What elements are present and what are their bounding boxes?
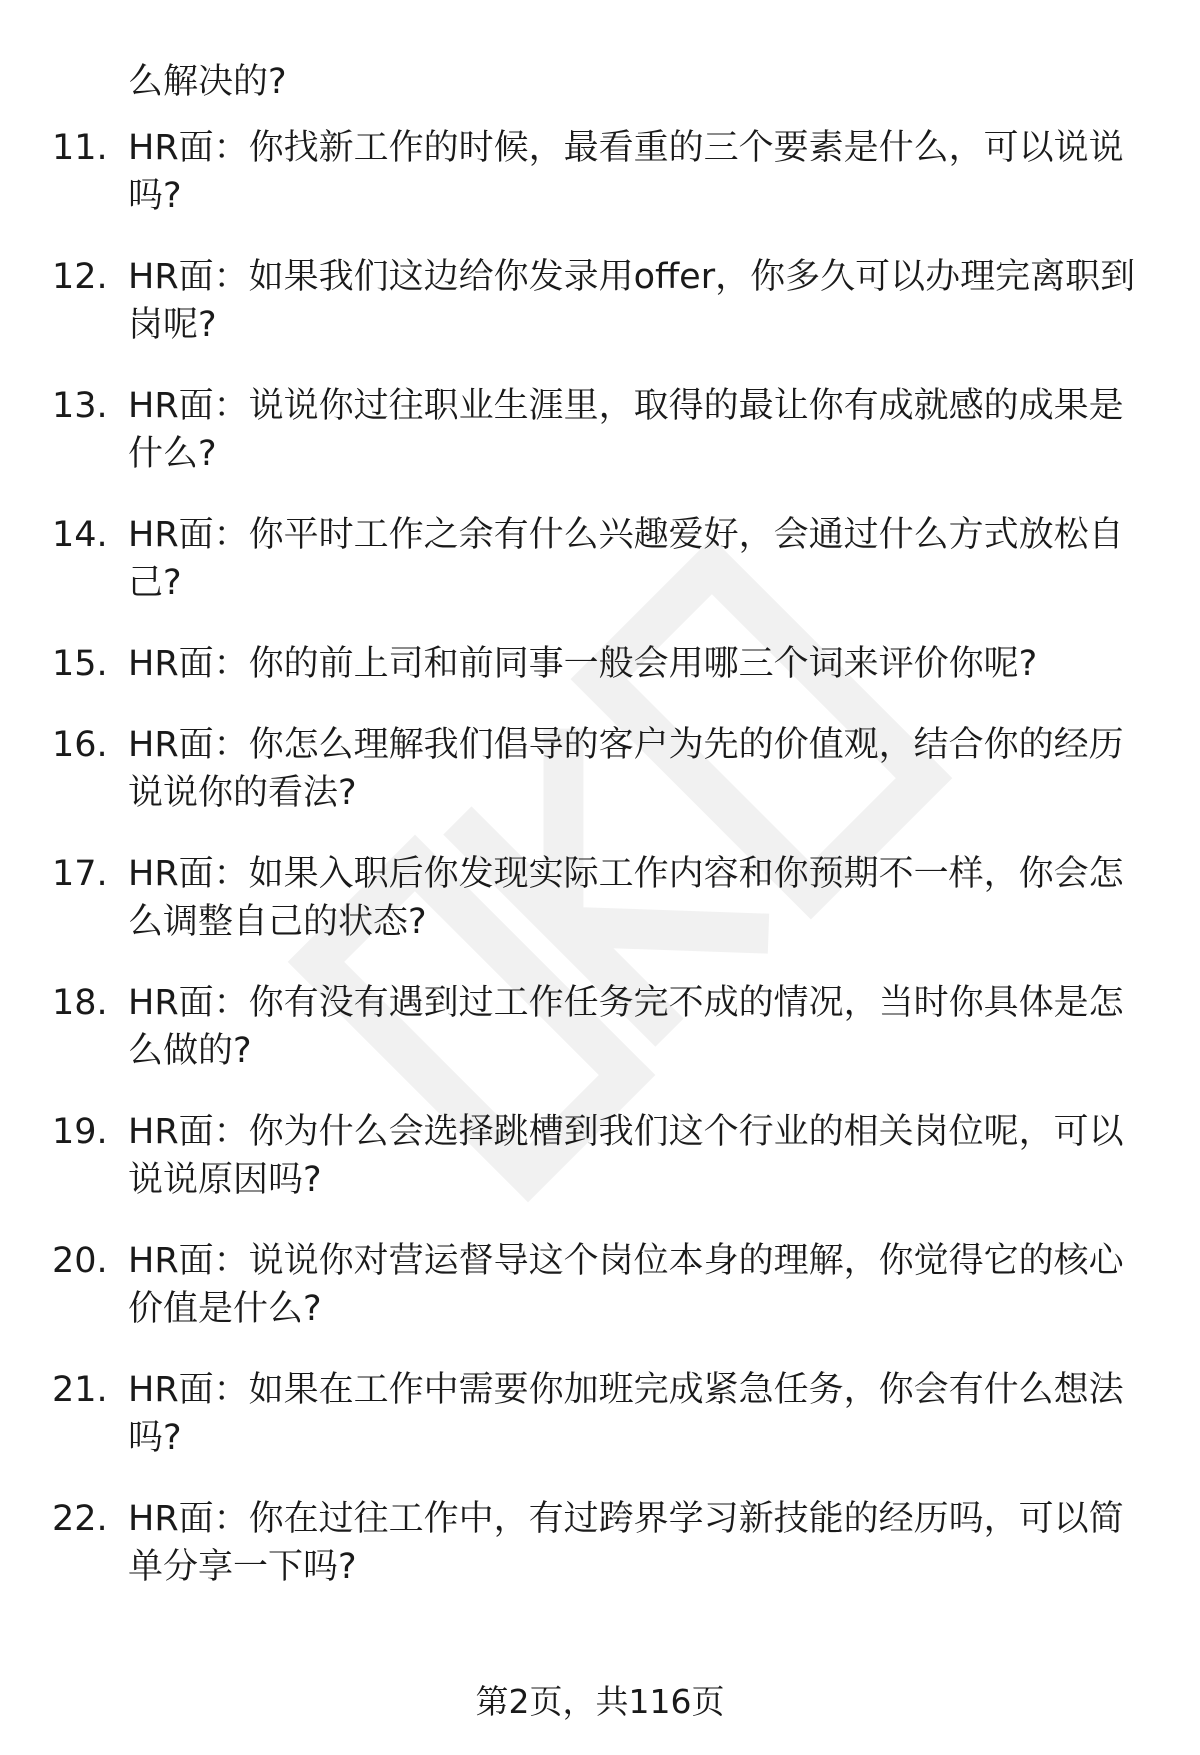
- list-item: [0, 640, 1200, 688]
- continued-question-text: 么解决的?: [128, 62, 287, 102]
- question-text: HR面：你在过往工作中，有过跨界学习新技能的经历吗，可以简单分享一下吗?: [128, 1499, 1124, 1587]
- question-number: 11.: [52, 128, 108, 168]
- question-number: 17.: [52, 854, 108, 894]
- question-text: HR面：你怎么理解我们倡导的客户为先的价值观，结合你的经历说说你的看法?: [128, 725, 1124, 813]
- list-item: [0, 979, 1200, 1075]
- question-number: 21.: [52, 1370, 108, 1410]
- list-item: [0, 1108, 1200, 1204]
- question-number: 15.: [52, 644, 108, 684]
- question-text: HR面：你找新工作的时候，最看重的三个要素是什么，可以说说吗?: [128, 128, 1124, 216]
- page-number-footer: 第2页，共116页: [475, 1682, 725, 1721]
- list-item: [0, 1366, 1200, 1462]
- list-item: [0, 1237, 1200, 1333]
- question-number: 18.: [52, 983, 108, 1023]
- question-list: [0, 124, 1200, 1624]
- question-number: 14.: [52, 515, 108, 555]
- question-text: HR面：你的前上司和前同事一般会用哪三个词来评价你呢?: [128, 644, 1038, 684]
- list-item: [0, 1495, 1200, 1591]
- list-item: [0, 511, 1200, 607]
- question-text: HR面：说说你过往职业生涯里，取得的最让你有成就感的成果是什么?: [128, 386, 1124, 474]
- question-number: 12.: [52, 257, 108, 297]
- question-text: HR面：你有没有遇到过工作任务完不成的情况，当时你具体是怎么做的?: [128, 983, 1124, 1071]
- list-item: [0, 721, 1200, 817]
- question-text: HR面：你为什么会选择跳槽到我们这个行业的相关岗位呢，可以说说原因吗?: [128, 1112, 1124, 1200]
- question-number: 13.: [52, 386, 108, 426]
- list-item: [0, 124, 1200, 220]
- question-number: 22.: [52, 1499, 108, 1539]
- question-text: HR面：如果入职后你发现实际工作内容和你预期不一样，你会怎么调整自己的状态?: [128, 854, 1124, 942]
- question-number: 19.: [52, 1112, 108, 1152]
- question-text: HR面：如果在工作中需要你加班完成紧急任务，你会有什么想法吗?: [128, 1370, 1124, 1458]
- question-number: 16.: [52, 725, 108, 765]
- list-item: [0, 382, 1200, 478]
- question-number: 20.: [52, 1241, 108, 1281]
- question-text: HR面：你平时工作之余有什么兴趣爱好，会通过什么方式放松自己?: [128, 515, 1124, 603]
- list-item: [0, 850, 1200, 946]
- question-text: HR面：如果我们这边给你发录用offer，你多久可以办理完离职到岗呢?: [128, 257, 1136, 345]
- question-text: HR面：说说你对营运督导这个岗位本身的理解，你觉得它的核心价值是什么?: [128, 1241, 1124, 1329]
- list-item: [0, 253, 1200, 349]
